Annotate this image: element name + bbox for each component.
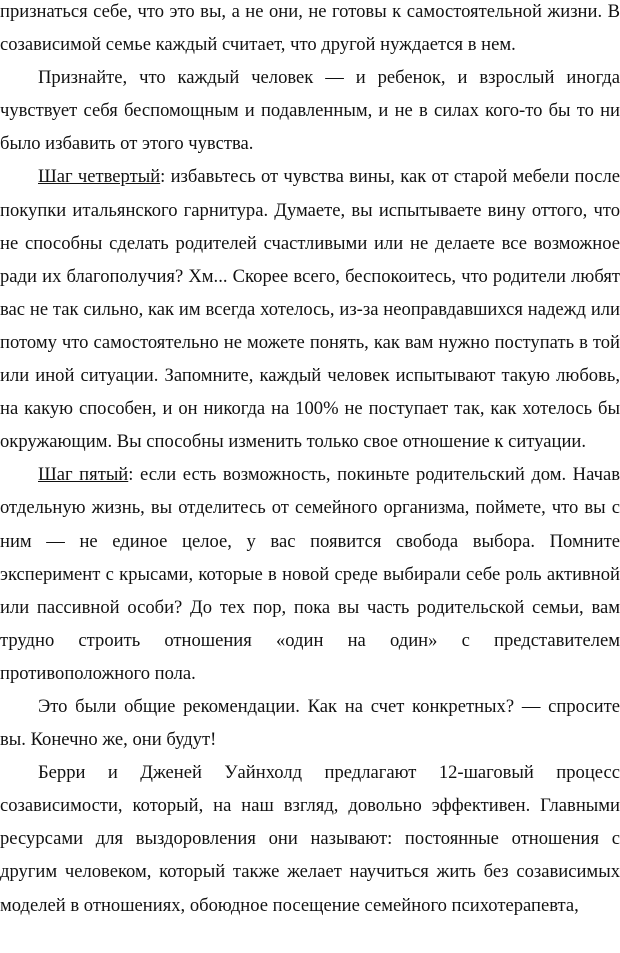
step-five-text: : если есть возможность, покиньте родительский дом. Начав отдельную жизнь, вы отделитесь от семейного организма, поймете, что вы с ним — не единое целое, у вас появится свобода выбора. Помните эксперимент с крысами, которые в новой среде выбирали себе роль активной или пассивной особи? До тех пор, пока вы часть родительской семьи, вам трудно строить отношения «один на один» с представителем противоположного пола. [0, 464, 620, 684]
step-five-label: Шаг пятый [38, 464, 129, 486]
paragraph-admit-helplessness: Признайте, что каждый человек — и ребенок, и взрослый иногда чувствует себя беспомощным и подавленным, и не в силах кого-то бы то ни было избавить от этого чувства. [0, 67, 620, 155]
paragraph-general-recommendations: Это были общие рекомендации. Как на счет конкретных? — спросите вы. Конечно же, они будут! [0, 695, 620, 751]
paragraph-continuation: признаться себе, что это вы, а не они, не готовы к самостоятельной жизни. В созависимой семье каждый считает, что другой нуждается в нем. [0, 1, 620, 56]
step-four-text: : избавьтесь от чувства вины, как от старой мебели после покупки итальянского гарнитура. Думаете, вы испытываете вину оттого, что не способны сделать родителей счастливыми или не делаете все возможное ради их благополучия? Хм... Скорее всего, беспокоитесь, что родители любят вас не так сильно, как им всегда хотелось, из-за неоправдавшихся надежд или потому что самостоятельно не можете понять, как вам нужно поступать в той или иной ситуации. Запомните, каждый человек испытывают такую любовь, на какую способен, и он никогда на 100% не поступает так, как хотелось бы окружающим. Вы способны изменить только свое отношение к ситуации. [0, 166, 620, 453]
paragraph-step-five [0, 458, 620, 690]
step-four-label: Шаг четвертый [38, 166, 161, 188]
paragraph-twelve-step-process: Берри и Дженей Уайнхолд предлагают 12-шаговый процесс созависимости, который, на наш взгляд, довольно эффективен. Главными ресурсами для выздоровления они называют: постоянные отношения с другим человеком, который также желает научиться жить без созависимых моделей в отношениях, обоюдное посещение семейного психотерапевта, [0, 762, 620, 916]
paragraph-step-four [0, 160, 620, 458]
